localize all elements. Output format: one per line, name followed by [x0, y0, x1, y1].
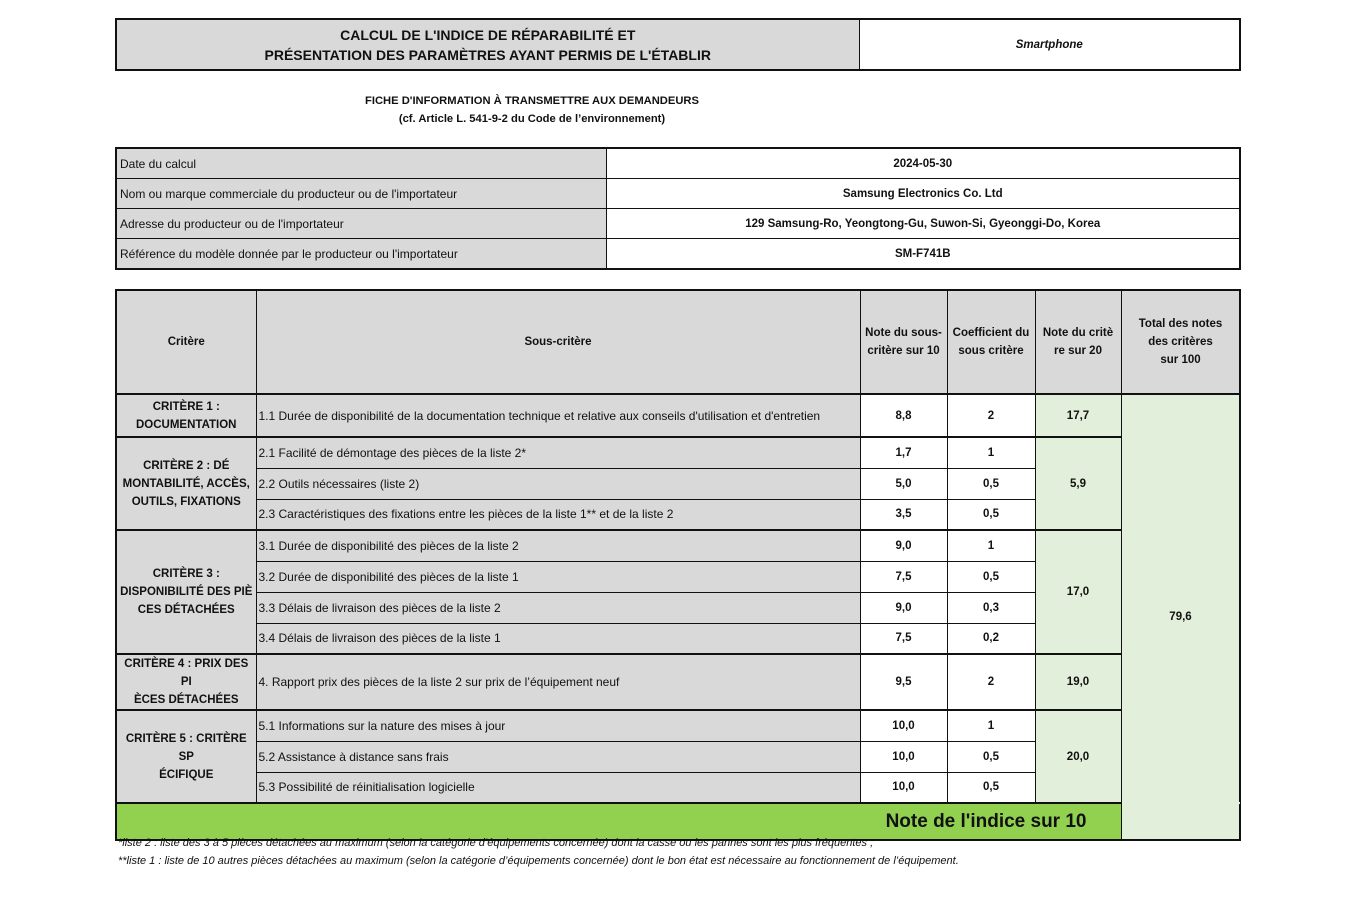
title-line-1: CALCUL DE L'INDICE DE RÉPARABILITÉ ET	[340, 26, 636, 43]
sub-criterion-label: 1.1 Durée de disponibilité de la documentation technique et relative aux conseils d'utilisation et d'entretien	[256, 394, 860, 437]
criterion-5-score: 20,0	[1035, 710, 1121, 803]
sub-criterion-label: 5.2 Assistance à distance sans frais	[256, 741, 860, 772]
sub-criterion-label: 4. Rapport prix des pièces de la liste 2 sur prix de l’équipement neuf	[256, 654, 860, 710]
sub-criterion-label: 2.3 Caractéristiques des fixations entre les pièces de la liste 1** et de la liste 2	[256, 499, 860, 530]
total-score: 79,6	[1121, 394, 1240, 840]
criterion-text: DISPONIBILITÉ DES PIÈ	[120, 586, 253, 598]
info-value: SM-F741B	[606, 239, 1240, 270]
header-sous-critere: Sous-critère	[256, 290, 860, 394]
equipment-category: Smartphone	[859, 19, 1240, 70]
sub-criterion-coef: 2	[947, 654, 1035, 710]
footnote-liste-1: **liste 1 : liste de 10 autres pièces détachées au maximum (selon la catégorie d’équipements concernée) dont le bon état est nécessaire au fonctionnement de l’équipement.	[118, 855, 959, 867]
sub-criterion-note: 7,5	[860, 561, 947, 592]
table-row	[116, 530, 1240, 561]
sub-criterion-note: 9,0	[860, 530, 947, 561]
sub-criterion-label: 5.3 Possibilité de réinitialisation logicielle	[256, 772, 860, 803]
criterion-text: CRITÈRE 4 : PRIX DES PI	[124, 658, 249, 688]
criterion-text: CRITÈRE 5 : CRITÈRE SP	[125, 732, 247, 763]
sub-criterion-coef: 1	[947, 710, 1035, 741]
criterion-3-name	[116, 530, 256, 654]
criterion-text: ÉCIFIQUE	[159, 768, 214, 781]
criterion-text: CRITÈRE 1 :	[152, 400, 220, 413]
sub-criterion-note: 10,0	[860, 710, 947, 741]
criterion-text: CES DÉTACHÉES	[137, 604, 235, 616]
sub-criterion-label: 2.2 Outils nécessaires (liste 2)	[256, 468, 860, 499]
info-label: Adresse du producteur ou de l'importateur	[116, 209, 606, 239]
header-text: critère sur 10	[867, 345, 940, 357]
criterion-text: CRITÈRE 3 :	[152, 568, 220, 580]
criterion-3-score: 17,0	[1035, 530, 1121, 654]
footnote-liste-2: *liste 2 : liste des 3 à 5 pièces détachées au maximum (selon la catégorie d’équipements concernée) dont la casse ou les pannes sont les plus fréquentes ;	[118, 837, 874, 849]
criterion-text: OUTILS, FIXATIONS	[131, 495, 241, 508]
criterion-4-score: 19,0	[1035, 654, 1121, 710]
sub-criterion-note: 9,5	[860, 654, 947, 710]
header-note-sous-critere	[860, 290, 947, 394]
table-row	[116, 710, 1240, 741]
info-value: 129 Samsung-Ro, Yeongtong-Gu, Suwon-Si, Gyeonggi-Do, Korea	[606, 209, 1240, 239]
sub-criterion-label: 2.1 Facilité de démontage des pièces de la liste 2*	[256, 437, 860, 468]
info-label: Date du calcul	[116, 148, 606, 179]
table-row	[116, 394, 1240, 437]
header-text: sur 100	[1160, 354, 1201, 366]
sub-criterion-coef: 1	[947, 530, 1035, 561]
info-label: Nom ou marque commerciale du producteur ou de l'importateur	[116, 179, 606, 209]
sub-criterion-label: 5.1 Informations sur la nature des mises à jour	[256, 710, 860, 741]
sub-criterion-note: 5,0	[860, 468, 947, 499]
header-note-critere	[1035, 290, 1121, 394]
sub-criterion-note: 9,0	[860, 592, 947, 623]
info-value: Samsung Electronics Co. Ltd	[606, 179, 1240, 209]
sub-criterion-label: 3.2 Durée de disponibilité des pièces de la liste 1	[256, 561, 860, 592]
criterion-text: MONTABILITÉ, ACCÈS,	[122, 477, 250, 490]
sub-criterion-coef: 2	[947, 394, 1035, 437]
criterion-text: ÈCES DÉTACHÉES	[133, 694, 239, 706]
sub-criterion-note: 7,5	[860, 623, 947, 654]
criterion-4-name	[116, 654, 256, 710]
fiche-line-1: FICHE D'INFORMATION À TRANSMETTRE AUX DEMANDEURS	[365, 95, 699, 107]
sub-criterion-coef: 0,5	[947, 468, 1035, 499]
sub-criterion-coef: 0,5	[947, 499, 1035, 530]
header-total	[1121, 290, 1240, 394]
info-row	[116, 179, 1240, 209]
table-row	[116, 654, 1240, 710]
sub-criterion-note: 10,0	[860, 741, 947, 772]
info-row	[116, 209, 1240, 239]
fiche-heading	[290, 92, 774, 128]
header-critere: Critère	[116, 290, 256, 394]
criterion-5-name	[116, 710, 256, 803]
header-text: sous critère	[958, 345, 1024, 357]
sub-criterion-coef: 0,5	[947, 772, 1035, 803]
info-row	[116, 148, 1240, 179]
criterion-text: DOCUMENTATION	[135, 418, 237, 431]
sub-criterion-coef: 1	[947, 437, 1035, 468]
info-label: Référence du modèle donnée par le producteur ou l'importateur	[116, 239, 606, 270]
producer-info-table	[115, 147, 1241, 270]
sub-criterion-coef: 0,5	[947, 561, 1035, 592]
header-text: Note du sous-	[865, 327, 942, 339]
header-text: re sur 20	[1054, 345, 1102, 357]
sub-criterion-note: 8,8	[860, 394, 947, 437]
header-text: Total des notes	[1138, 318, 1223, 330]
sub-criterion-coef: 0,3	[947, 592, 1035, 623]
sub-criterion-coef: 0,2	[947, 623, 1035, 654]
info-value: 2024-05-30	[606, 148, 1240, 179]
sub-criterion-label: 3.1 Durée de disponibilité des pièces de la liste 2	[256, 530, 860, 561]
sub-criterion-note: 3,5	[860, 499, 947, 530]
repairability-table	[115, 289, 1241, 841]
fiche-line-2: (cf. Article L. 541-9-2 du Code de l’environnement)	[398, 113, 666, 125]
criterion-2-name	[116, 437, 256, 530]
table-header-row	[116, 290, 1240, 394]
sub-criterion-note: 10,0	[860, 772, 947, 803]
info-row	[116, 239, 1240, 270]
criterion-1-score: 17,7	[1035, 394, 1121, 437]
header-coefficient	[947, 290, 1035, 394]
title-line-2: PRÉSENTATION DES PARAMÈTRES AYANT PERMIS DE L'ÉTABLIR	[264, 46, 711, 63]
document-title	[116, 19, 859, 70]
criterion-1-name	[116, 394, 256, 437]
criterion-2-score: 5,9	[1035, 437, 1121, 530]
table-row	[116, 437, 1240, 468]
sub-criterion-label: 3.4 Délais de livraison des pièces de la liste 1	[256, 623, 860, 654]
footnotes	[118, 834, 1238, 870]
final-score-label: Note de l'indice sur 10	[116, 803, 1121, 840]
sub-criterion-note: 1,7	[860, 437, 947, 468]
header-text: Coefficient du	[952, 327, 1030, 339]
header-text: des critères	[1148, 336, 1213, 348]
criterion-text: CRITÈRE 2 : DÉ	[143, 459, 230, 472]
header-text: Note du critè	[1042, 327, 1114, 339]
document-header	[115, 18, 1241, 71]
sub-criterion-label: 3.3 Délais de livraison des pièces de la liste 2	[256, 592, 860, 623]
sub-criterion-coef: 0,5	[947, 741, 1035, 772]
